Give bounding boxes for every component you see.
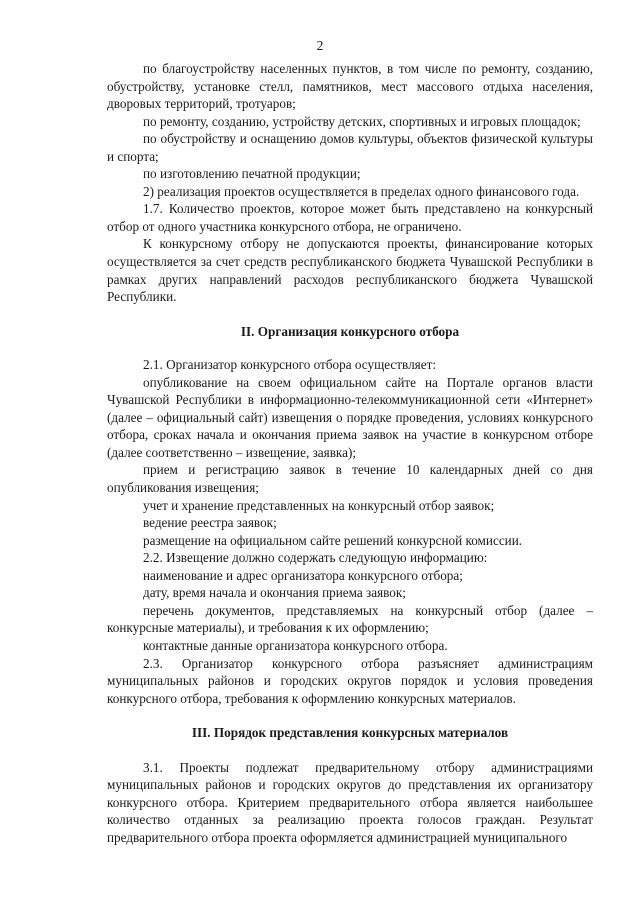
- paragraph: по благоустройству населенных пунктов, в том числе по ремонту, созданию, обустройству, установке стелл, памятников, мест массового отдыха населения, дворовых территорий, тротуаров;: [107, 61, 593, 112]
- paragraph: 2.2. Извещение должно содержать следующую информацию:: [143, 550, 488, 566]
- paragraph: размещение на официальном сайте решений конкурсной комиссии.: [143, 532, 523, 548]
- paragraph: по изготовлению печатной продукции;: [143, 166, 361, 182]
- section-heading: II. Организация конкурсного отбора: [240, 323, 460, 339]
- paragraph: К конкурсному отбору не допускаются проекты, финансирование которых осуществляется за счет средств республиканского бюджета Чувашской Республики в рамках других направлений расходов республиканского бюджета Чувашской Республики.: [107, 236, 593, 305]
- paragraph: ведение реестра заявок;: [143, 515, 277, 531]
- paragraph: дату, время начала и окончания приема заявок;: [143, 585, 406, 601]
- paragraph: учет и хранение представленных на конкурсный отбор заявок;: [143, 497, 495, 513]
- paragraph: контактные данные организатора конкурсного отбора.: [143, 637, 448, 653]
- paragraph: 2.1. Организатор конкурсного отбора осуществляет:: [143, 357, 436, 373]
- paragraph: опубликование на своем официальном сайте на Портале органов власти Чувашской Республики в информационно-телекоммуникационной сети «Интернет» (далее – официальный сайт) извещения о порядке проведения, условиях конкурсного отбора, сроках начала и окончания приема заявок на участие в конкурсном отборе (далее соответственно – извещение, заявка);: [107, 374, 593, 460]
- paragraph: 2.3. Организатор конкурсного отбора разъясняет администрациям муниципальных районов и городских округов порядок и условия проведения конкурсного отбора, требования к оформлению конкурсных материалов.: [107, 655, 593, 706]
- paragraph: по обустройству и оснащению домов культуры, объектов физической культуры и спорта;: [107, 131, 593, 164]
- paragraph: по ремонту, созданию, устройству детских, спортивных и игровых площадок;: [143, 113, 581, 129]
- paragraph: 3.1. Проекты подлежат предварительному отбору администрациями муниципальных районов и городских округов до представления их организатору конкурсного отбора. Критерием предварительного отбора является наибольшее количество отданных за реализацию проекта голосов граждан. Результат предварительного отбора проекта оформляется администрацией муниципального: [107, 759, 593, 845]
- paragraph: наименование и адрес организатора конкурсного отбора;: [143, 567, 463, 583]
- document-body: [107, 60, 593, 846]
- page-number: 2: [316, 38, 324, 53]
- paragraph: прием и регистрацию заявок в течение 10 календарных дней со дня опубликования извещения;: [107, 462, 593, 496]
- paragraph: перечень документов, представляемых на конкурсный отбор (далее – конкурсные материалы), и требования к их оформлению;: [107, 602, 593, 636]
- section-heading: III. Порядок представления конкурсных материалов: [191, 725, 509, 741]
- paragraph: 1.7. Количество проектов, которое может быть представлено на конкурсный отбор от одного участника конкурсного отбора, не ограничено.: [107, 201, 593, 234]
- paragraph: 2) реализация проектов осуществляется в пределах одного финансового года.: [143, 183, 580, 199]
